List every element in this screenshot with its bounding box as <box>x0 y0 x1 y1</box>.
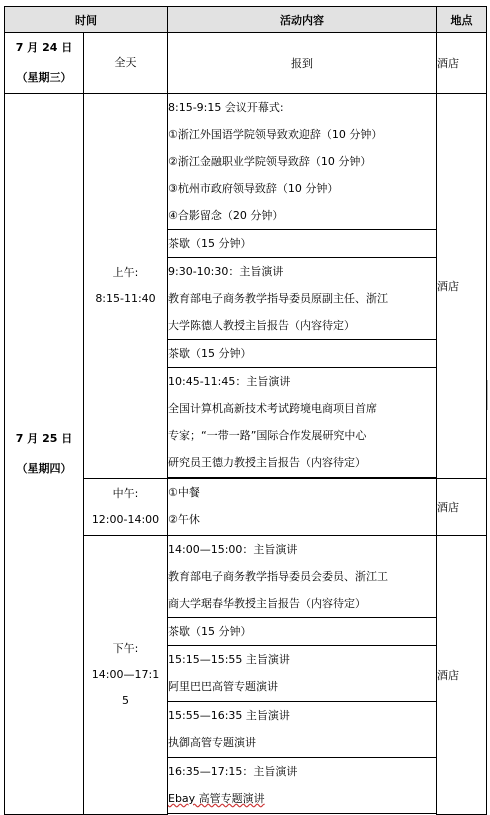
keynote1 <box>168 258 437 340</box>
afternoon-spacer-cell <box>168 814 437 815</box>
header-activity: 活动内容 <box>168 7 437 33</box>
day1-place: 酒店 <box>437 33 487 94</box>
talk3 <box>168 758 437 814</box>
talk1 <box>168 646 437 702</box>
day2-weekday: （星期四） <box>16 461 72 475</box>
keynote3-title: 14:00—15:00：主旨演讲 <box>168 543 298 556</box>
keynote1-line: 教育部电子商务教学指导委员原副主任、浙江 <box>168 292 388 305</box>
talk3-title: 16:35—17:15：主旨演讲 <box>168 765 298 778</box>
opening-title: 8:15-9:15 会议开幕式: <box>168 101 284 114</box>
morning-time-cell <box>84 94 168 479</box>
break3 <box>168 618 437 646</box>
break1-label: 茶歇（15 分钟） <box>168 237 252 250</box>
noon-label: 中午: <box>112 487 139 500</box>
talk2-body: 执御高管专题演讲 <box>168 736 256 749</box>
break1 <box>168 230 437 258</box>
morning-range: 8:15-11:40 <box>95 292 156 305</box>
afternoon-label: 下午: <box>112 641 139 655</box>
keynote2-line: 全国计算机高新技术考试跨境电商项目首席 <box>168 402 377 415</box>
opening-item: ④合影留念（20 分钟） <box>168 209 284 222</box>
header-place: 地点 <box>437 7 487 33</box>
afternoon-place: 酒店 <box>437 536 487 815</box>
day2-date: 7 月 25 日 <box>15 431 73 445</box>
talk1-body: 阿里巴巴高管专题演讲 <box>168 680 278 693</box>
keynote2-line: 专家；“一带一路”国际合作发展研究中心 <box>168 429 367 442</box>
day1-time: 全天 <box>84 33 168 94</box>
afternoon-time-cell <box>84 536 168 815</box>
afternoon-range-a: 14:00—17:1 <box>91 667 160 681</box>
day1-weekday: （星期三） <box>16 71 72 84</box>
talk3-body: Ebay 高管专题演讲 <box>168 792 265 805</box>
opening-activity <box>168 94 437 230</box>
noon-activity <box>168 479 437 536</box>
header-time: 时间 <box>5 7 168 33</box>
day1-row <box>5 33 487 94</box>
noon-range: 12:00-14:00 <box>91 513 160 526</box>
talk1-title: 15:15—15:55 主旨演讲 <box>168 653 290 666</box>
break2-label: 茶歇（15 分钟） <box>168 347 252 360</box>
noon-place: 酒店 <box>437 479 487 536</box>
opening-item: ③杭州市政府领导致辞（10 分钟） <box>168 182 339 195</box>
keynote1-title: 9:30-10:30：主旨演讲 <box>168 265 284 278</box>
noon-item: ①中餐 <box>168 486 200 499</box>
noon-time-cell <box>84 479 168 536</box>
schedule-table <box>4 6 487 815</box>
morning-label: 上午: <box>112 266 139 279</box>
keynote2-line: 研究员王德力教授主旨报告（内容待定） <box>168 456 366 469</box>
day1-date-cell <box>5 33 84 94</box>
keynote3-line: 商大学琚春华教授主旨报告（内容待定） <box>168 597 366 610</box>
day1-date: 7 月 24 日 <box>15 41 73 54</box>
break2 <box>168 340 437 368</box>
break3-label: 茶歇（15 分钟） <box>168 625 252 638</box>
opening-item: ②浙江金融职业学院领导致辞（10 分钟） <box>168 155 372 168</box>
talk2-title: 15:55—16:35 主旨演讲 <box>168 709 290 722</box>
afternoon-range-b: 5 <box>122 693 129 707</box>
keynote3-line: 教育部电子商务教学指导委员会委员、浙江工 <box>168 570 388 583</box>
keynote3 <box>168 536 437 618</box>
talk2 <box>168 702 437 758</box>
day2-date-cell <box>5 94 84 815</box>
keynote2-title: 10:45-11:45：主旨演讲 <box>168 375 291 388</box>
opening-row <box>5 94 487 230</box>
morning-place: 酒店 <box>437 94 487 479</box>
opening-item: ①浙江外国语学院领导致欢迎辞（10 分钟） <box>168 128 383 141</box>
keynote1-line: 大学陈德人教授主旨报告（内容待定） <box>168 319 355 332</box>
keynote2 <box>168 368 437 478</box>
noon-item: ②午休 <box>168 513 200 526</box>
day1-activity: 报到 <box>168 33 437 94</box>
header-row <box>5 7 487 33</box>
